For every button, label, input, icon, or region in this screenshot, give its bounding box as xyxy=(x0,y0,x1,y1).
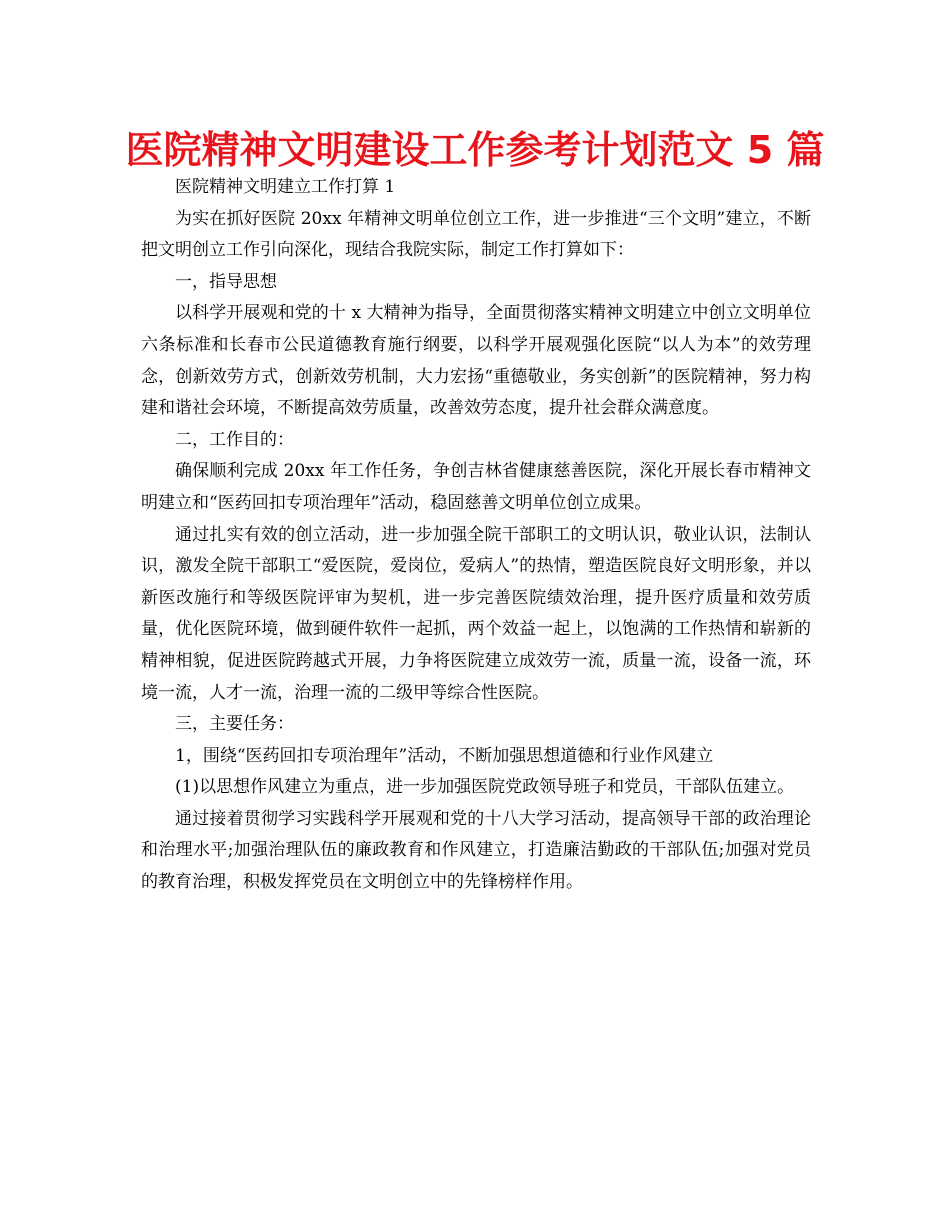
paragraph: (1)以思想作风建立为重点，进一步加强医院党政领导班子和党员，干部队伍建立。 xyxy=(175,777,795,798)
paragraph: 医院精神文明建立工作打算 1 xyxy=(175,177,396,197)
paragraph: 1，围绕“医药回扣专项治理年”活动，不断加强思想道德和行业作风建立 xyxy=(175,745,714,766)
section-heading: 二，工作目的： xyxy=(175,429,294,450)
paragraph: 通过扎实有效的创立活动，进一步加强全院干部职工的文明认识，敬业认识，法制认识，激发全院干部职工“爱医院，爱岗位，爱病人”的热情，塑造医院良好文明形象，并以新医改施行和等级医院评审为契机，进一步完善医院绩效治理，提升医疗质量和效劳质量，优化医院环境，做到硬件软件一起抓，两个效益一起上，以饱满的工作热情和崭新的精神相貌，促进医院跨越式开展，力争将医院建立成效劳一流，质量一流，设备一流，环境一流，人才一流，治理一流的二级甲等综合性医院。 xyxy=(141,524,811,703)
section-heading: 三，主要任务： xyxy=(175,714,294,735)
paragraph: 为实在抓好医院 20xx 年精神文明单位创立工作，进一步推进“三个文明”建立，不断把文明创立工作引向深化，现结合我院实际，制定工作打算如下： xyxy=(141,208,811,261)
paragraph: 以科学开展观和党的十 x 大精神为指导，全面贯彻落实精神文明建立中创立文明单位六条标准和长春市公民道德教育施行纲要，以科学开展观强化医院“以人为本”的效劳理念，创新效劳方式，创新效劳机制，大力宏扬“重德敬业，务实创新”的医院精神，努力构建和谐社会环境，不断提高效劳质量，改善效劳态度，提升社会群众满意度。 xyxy=(141,303,811,419)
document-body xyxy=(141,172,811,899)
paragraph: 确保顺利完成 20xx 年工作任务，争创吉林省健康慈善医院，深化开展长春市精神文明建立和“医药回扣专项治理年”活动，稳固慈善文明单位创立成果。 xyxy=(141,461,811,513)
paragraph: 通过接着贯彻学习实践科学开展观和党的十八大学习活动，提高领导干部的政治理论和治理水平;加强治理队伍的廉政教育和作风建立，打造廉洁勤政的干部队伍;加强对党员的教育治理，积极发挥党员在文明创立中的先锋榜样作用。 xyxy=(141,808,811,893)
section-heading: 一，指导思想 xyxy=(175,271,277,292)
document-title: 医院精神文明建设工作参考计划范文 5 篇 xyxy=(125,128,825,172)
